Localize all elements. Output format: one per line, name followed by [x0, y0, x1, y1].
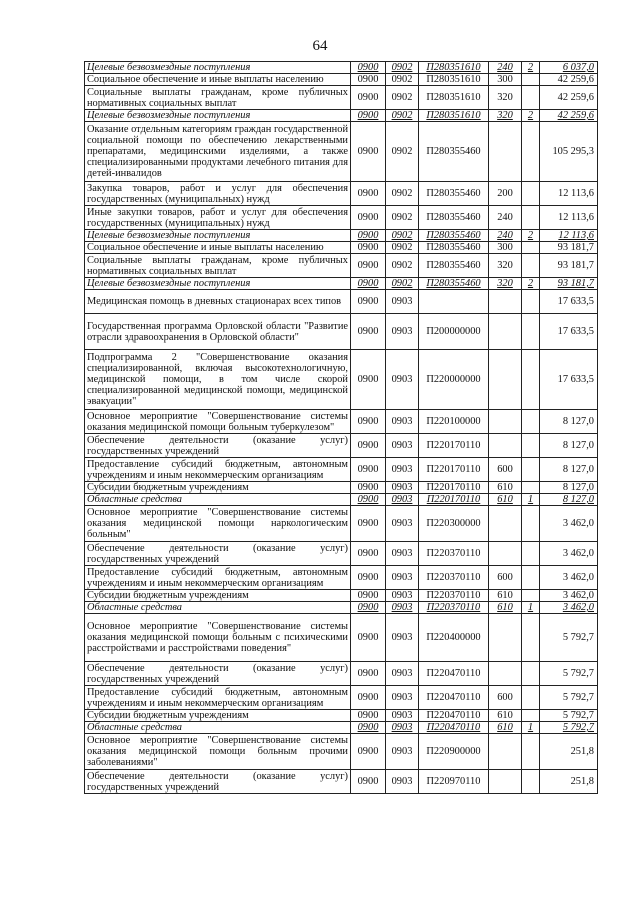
table-row: [85, 710, 598, 722]
amount: 5 792,7: [540, 710, 598, 722]
target-article-code: П280351610: [419, 62, 489, 74]
section-code: 0900: [351, 458, 386, 482]
expense-type-code: 610: [489, 602, 522, 614]
table-row: [85, 686, 598, 710]
section-code: 0900: [351, 110, 386, 122]
section-code: 0900: [351, 590, 386, 602]
subsection-code: 0903: [386, 434, 419, 458]
target-article-code: П200000000: [419, 314, 489, 350]
expense-type-code: [489, 410, 522, 434]
amount: 93 181,7: [540, 254, 598, 278]
row-name: Обеспечение деятельности (оказание услуг) государственных учреждений: [85, 662, 351, 686]
amount: 6 037,0: [540, 62, 598, 74]
expense-type-code: 300: [489, 242, 522, 254]
subsection-code: 0903: [386, 662, 419, 686]
subsection-code: 0903: [386, 458, 419, 482]
fund-source-code: [522, 458, 540, 482]
amount: 93 181,7: [540, 242, 598, 254]
subsection-code: 0902: [386, 62, 419, 74]
row-name: Основное мероприятие "Совершенствование системы оказания медицинской помощи наркологическим больным": [85, 506, 351, 542]
table-row: [85, 314, 598, 350]
table-row: [85, 122, 598, 182]
amount: 12 113,6: [540, 182, 598, 206]
amount: 8 127,0: [540, 434, 598, 458]
expense-type-code: 240: [489, 206, 522, 230]
subsection-code: 0903: [386, 410, 419, 434]
fund-source-code: [522, 662, 540, 686]
row-name: Целевые безвозмездные поступления: [85, 110, 351, 122]
section-code: 0900: [351, 434, 386, 458]
expense-type-code: 610: [489, 494, 522, 506]
table-row: [85, 542, 598, 566]
target-article-code: П220470110: [419, 710, 489, 722]
row-name: Подпрограмма 2 "Совершенствование оказания специализированной, включая высокотехнологичную, медицинской помощи, в том числе скорой специализированной медицинской помощи, медицинской эвакуации": [85, 350, 351, 410]
row-name: Основное мероприятие "Совершенствование системы оказания медицинской помощи больным прочими заболеваниями": [85, 734, 351, 770]
section-code: 0900: [351, 710, 386, 722]
fund-source-code: 1: [522, 602, 540, 614]
target-article-code: П220900000: [419, 734, 489, 770]
subsection-code: 0903: [386, 566, 419, 590]
amount: 12 113,6: [540, 230, 598, 242]
row-name: Областные средства: [85, 722, 351, 734]
subsection-code: 0903: [386, 722, 419, 734]
amount: 12 113,6: [540, 206, 598, 230]
target-article-code: П220970110: [419, 770, 489, 794]
expense-type-code: 600: [489, 458, 522, 482]
section-code: 0900: [351, 278, 386, 290]
target-article-code: П220370110: [419, 602, 489, 614]
section-code: 0900: [351, 62, 386, 74]
target-article-code: [419, 290, 489, 314]
expense-type-code: [489, 734, 522, 770]
section-code: 0900: [351, 662, 386, 686]
fund-source-code: [522, 74, 540, 86]
subsection-code: 0902: [386, 74, 419, 86]
fund-source-code: [522, 86, 540, 110]
table-row: [85, 350, 598, 410]
section-code: 0900: [351, 506, 386, 542]
section-code: 0900: [351, 254, 386, 278]
fund-source-code: [522, 542, 540, 566]
table-row: [85, 482, 598, 494]
fund-source-code: [522, 614, 540, 662]
target-article-code: П280355460: [419, 230, 489, 242]
subsection-code: 0902: [386, 230, 419, 242]
expense-type-code: 200: [489, 182, 522, 206]
table-row: [85, 242, 598, 254]
row-name: Социальные выплаты гражданам, кроме публичных нормативных социальных выплат: [85, 86, 351, 110]
table-row: [85, 590, 598, 602]
section-code: 0900: [351, 770, 386, 794]
amount: 8 127,0: [540, 494, 598, 506]
budget-table: [84, 61, 598, 794]
subsection-code: 0903: [386, 614, 419, 662]
amount: 5 792,7: [540, 686, 598, 710]
expense-type-code: [489, 350, 522, 410]
fund-source-code: [522, 434, 540, 458]
amount: 17 633,5: [540, 290, 598, 314]
target-article-code: П220170110: [419, 434, 489, 458]
section-code: 0900: [351, 122, 386, 182]
table-row: [85, 410, 598, 434]
subsection-code: 0902: [386, 242, 419, 254]
table-row: [85, 722, 598, 734]
section-code: 0900: [351, 482, 386, 494]
table-row: [85, 434, 598, 458]
target-article-code: П220000000: [419, 350, 489, 410]
row-name: Областные средства: [85, 494, 351, 506]
row-name: Предоставление субсидий бюджетным, автономным учреждениям и иным некоммерческим организациям: [85, 458, 351, 482]
fund-source-code: 2: [522, 230, 540, 242]
amount: 3 462,0: [540, 590, 598, 602]
table-row: [85, 278, 598, 290]
row-name: Государственная программа Орловской области "Развитие отрасли здравоохранения в Орловской области": [85, 314, 351, 350]
amount: 3 462,0: [540, 566, 598, 590]
section-code: 0900: [351, 602, 386, 614]
section-code: 0900: [351, 242, 386, 254]
fund-source-code: 1: [522, 494, 540, 506]
fund-source-code: [522, 242, 540, 254]
target-article-code: П220300000: [419, 506, 489, 542]
amount: 17 633,5: [540, 314, 598, 350]
section-code: 0900: [351, 86, 386, 110]
expense-type-code: [489, 434, 522, 458]
row-name: Целевые безвозмездные поступления: [85, 278, 351, 290]
expense-type-code: 320: [489, 254, 522, 278]
expense-type-code: [489, 614, 522, 662]
amount: 42 259,6: [540, 86, 598, 110]
amount: 5 792,7: [540, 614, 598, 662]
amount: 5 792,7: [540, 722, 598, 734]
amount: 5 792,7: [540, 662, 598, 686]
amount: 3 462,0: [540, 506, 598, 542]
section-code: 0900: [351, 566, 386, 590]
amount: 251,8: [540, 770, 598, 794]
subsection-code: 0903: [386, 350, 419, 410]
amount: 93 181,7: [540, 278, 598, 290]
section-code: 0900: [351, 182, 386, 206]
fund-source-code: [522, 506, 540, 542]
target-article-code: П220470110: [419, 686, 489, 710]
target-article-code: П280351610: [419, 74, 489, 86]
row-name: Целевые безвозмездные поступления: [85, 230, 351, 242]
amount: 251,8: [540, 734, 598, 770]
table-row: [85, 182, 598, 206]
fund-source-code: 2: [522, 62, 540, 74]
subsection-code: 0902: [386, 278, 419, 290]
expense-type-code: 610: [489, 482, 522, 494]
row-name: Субсидии бюджетным учреждениям: [85, 482, 351, 494]
section-code: 0900: [351, 614, 386, 662]
subsection-code: 0903: [386, 590, 419, 602]
fund-source-code: [522, 566, 540, 590]
target-article-code: П280351610: [419, 86, 489, 110]
section-code: 0900: [351, 494, 386, 506]
fund-source-code: [522, 314, 540, 350]
fund-source-code: [522, 686, 540, 710]
expense-type-code: [489, 122, 522, 182]
table-row: [85, 566, 598, 590]
page-number: 64: [312, 38, 328, 54]
row-name: Основное мероприятие "Совершенствование системы оказания медицинской помощи больным туберкулезом": [85, 410, 351, 434]
section-code: 0900: [351, 230, 386, 242]
fund-source-code: [522, 290, 540, 314]
target-article-code: П220400000: [419, 614, 489, 662]
row-name: Оказание отдельным категориям граждан государственной социальной помощи по обеспечению лекарственными препаратами, медицинскими изделиями, а также специализированными продуктами лечебного питания для детей-инвалидов: [85, 122, 351, 182]
row-name: Социальное обеспечение и иные выплаты населению: [85, 74, 351, 86]
target-article-code: П280351610: [419, 110, 489, 122]
table-row: [85, 494, 598, 506]
subsection-code: 0903: [386, 290, 419, 314]
expense-type-code: 300: [489, 74, 522, 86]
fund-source-code: [522, 410, 540, 434]
subsection-code: 0903: [386, 542, 419, 566]
row-name: Обеспечение деятельности (оказание услуг) государственных учреждений: [85, 542, 351, 566]
subsection-code: 0903: [386, 494, 419, 506]
fund-source-code: [522, 482, 540, 494]
subsection-code: 0902: [386, 86, 419, 110]
fund-source-code: 2: [522, 278, 540, 290]
amount: 8 127,0: [540, 458, 598, 482]
amount: 105 295,3: [540, 122, 598, 182]
target-article-code: П280355460: [419, 242, 489, 254]
amount: 8 127,0: [540, 410, 598, 434]
section-code: 0900: [351, 350, 386, 410]
fund-source-code: [522, 182, 540, 206]
expense-type-code: 240: [489, 62, 522, 74]
amount: 8 127,0: [540, 482, 598, 494]
expense-type-code: 600: [489, 686, 522, 710]
subsection-code: 0903: [386, 734, 419, 770]
row-name: Предоставление субсидий бюджетным, автономным учреждениям и иным некоммерческим организациям: [85, 686, 351, 710]
section-code: 0900: [351, 314, 386, 350]
amount: 17 633,5: [540, 350, 598, 410]
target-article-code: П280355460: [419, 206, 489, 230]
table-row: [85, 458, 598, 482]
table-row: [85, 290, 598, 314]
table-row: [85, 230, 598, 242]
target-article-code: П280355460: [419, 182, 489, 206]
subsection-code: 0903: [386, 314, 419, 350]
table-row: [85, 206, 598, 230]
target-article-code: П220470110: [419, 662, 489, 686]
amount: 42 259,6: [540, 110, 598, 122]
fund-source-code: 1: [522, 722, 540, 734]
expense-type-code: 240: [489, 230, 522, 242]
target-article-code: П220370110: [419, 590, 489, 602]
expense-type-code: [489, 662, 522, 686]
row-name: Закупка товаров, работ и услуг для обеспечения государственных (муниципальных) нужд: [85, 182, 351, 206]
expense-type-code: [489, 770, 522, 794]
row-name: Основное мероприятие "Совершенствование системы оказания медицинской помощи больным с психическими расстройствами и расстройствами поведения": [85, 614, 351, 662]
expense-type-code: 320: [489, 278, 522, 290]
section-code: 0900: [351, 290, 386, 314]
table-row: [85, 602, 598, 614]
row-name: Обеспечение деятельности (оказание услуг) государственных учреждений: [85, 770, 351, 794]
target-article-code: П220470110: [419, 722, 489, 734]
target-article-code: П280355460: [419, 122, 489, 182]
fund-source-code: [522, 770, 540, 794]
row-name: Иные закупки товаров, работ и услуг для обеспечения государственных (муниципальных) нужд: [85, 206, 351, 230]
subsection-code: 0903: [386, 770, 419, 794]
section-code: 0900: [351, 542, 386, 566]
target-article-code: П220370110: [419, 566, 489, 590]
table-row: [85, 662, 598, 686]
fund-source-code: [522, 254, 540, 278]
amount: 3 462,0: [540, 542, 598, 566]
row-name: Социальные выплаты гражданам, кроме публичных нормативных социальных выплат: [85, 254, 351, 278]
subsection-code: 0902: [386, 110, 419, 122]
target-article-code: П220170110: [419, 494, 489, 506]
table-row: [85, 110, 598, 122]
table-row: [85, 254, 598, 278]
table-row: [85, 74, 598, 86]
expense-type-code: 600: [489, 566, 522, 590]
subsection-code: 0902: [386, 182, 419, 206]
table-row: [85, 770, 598, 794]
row-name: Предоставление субсидий бюджетным, автономным учреждениям и иным некоммерческим организациям: [85, 566, 351, 590]
target-article-code: П220100000: [419, 410, 489, 434]
fund-source-code: [522, 350, 540, 410]
table-row: [85, 62, 598, 74]
target-article-code: П220170110: [419, 482, 489, 494]
expense-type-code: [489, 542, 522, 566]
target-article-code: П220370110: [419, 542, 489, 566]
amount: 3 462,0: [540, 602, 598, 614]
table-row: [85, 506, 598, 542]
fund-source-code: [522, 734, 540, 770]
subsection-code: 0903: [386, 686, 419, 710]
table-row: [85, 734, 598, 770]
fund-source-code: [522, 590, 540, 602]
subsection-code: 0902: [386, 254, 419, 278]
subsection-code: 0903: [386, 482, 419, 494]
row-name: Обеспечение деятельности (оказание услуг) государственных учреждений: [85, 434, 351, 458]
table-row: [85, 86, 598, 110]
expense-type-code: [489, 506, 522, 542]
row-name: Областные средства: [85, 602, 351, 614]
fund-source-code: [522, 122, 540, 182]
fund-source-code: [522, 206, 540, 230]
subsection-code: 0903: [386, 602, 419, 614]
target-article-code: П220170110: [419, 458, 489, 482]
row-name: Медицинская помощь в дневных стационарах всех типов: [85, 290, 351, 314]
expense-type-code: 320: [489, 86, 522, 110]
row-name: Социальное обеспечение и иные выплаты населению: [85, 242, 351, 254]
table-row: [85, 614, 598, 662]
fund-source-code: [522, 710, 540, 722]
budget-table-body: [85, 62, 598, 794]
expense-type-code: 610: [489, 710, 522, 722]
subsection-code: 0903: [386, 710, 419, 722]
amount: 42 259,6: [540, 74, 598, 86]
expense-type-code: 610: [489, 590, 522, 602]
subsection-code: 0902: [386, 122, 419, 182]
expense-type-code: 610: [489, 722, 522, 734]
target-article-code: П280355460: [419, 254, 489, 278]
section-code: 0900: [351, 722, 386, 734]
section-code: 0900: [351, 206, 386, 230]
row-name: Целевые безвозмездные поступления: [85, 62, 351, 74]
section-code: 0900: [351, 74, 386, 86]
expense-type-code: [489, 290, 522, 314]
expense-type-code: [489, 314, 522, 350]
subsection-code: 0903: [386, 506, 419, 542]
section-code: 0900: [351, 686, 386, 710]
section-code: 0900: [351, 734, 386, 770]
target-article-code: П280355460: [419, 278, 489, 290]
expense-type-code: 320: [489, 110, 522, 122]
fund-source-code: 2: [522, 110, 540, 122]
section-code: 0900: [351, 410, 386, 434]
row-name: Субсидии бюджетным учреждениям: [85, 710, 351, 722]
row-name: Субсидии бюджетным учреждениям: [85, 590, 351, 602]
subsection-code: 0902: [386, 206, 419, 230]
